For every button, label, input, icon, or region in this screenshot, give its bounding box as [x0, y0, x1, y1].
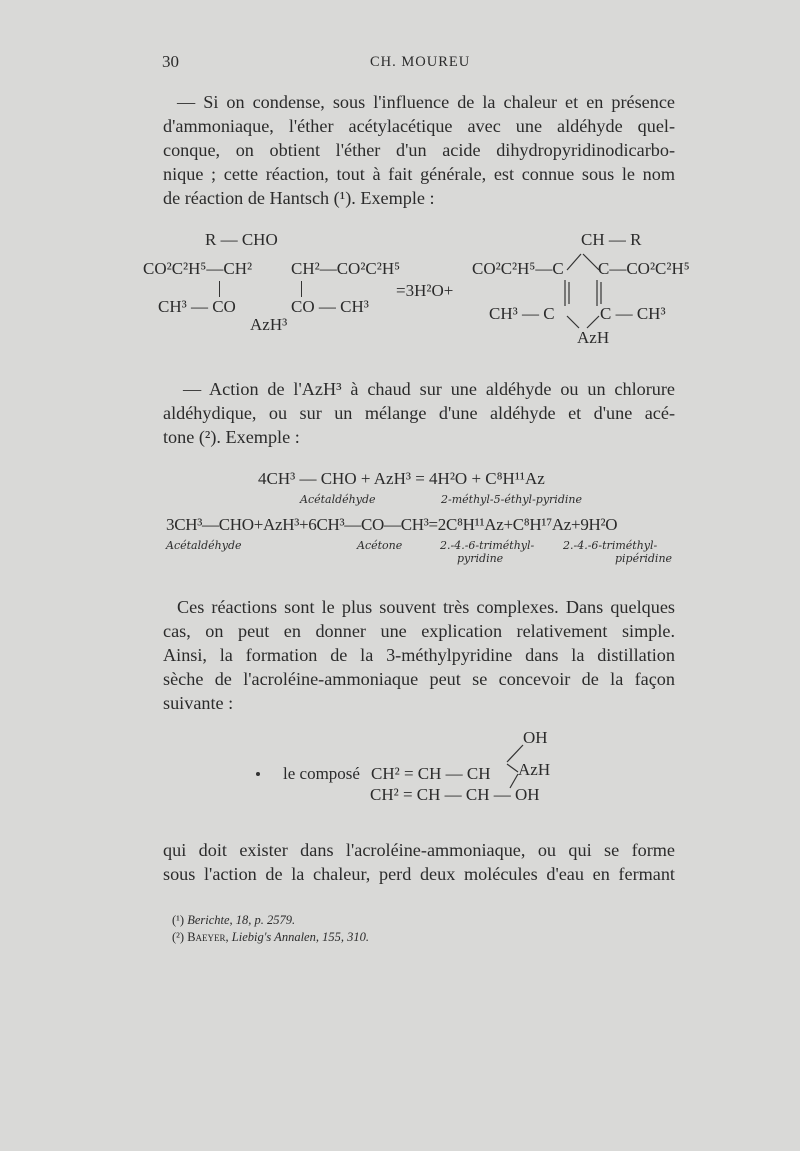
ring-right: C—CO²C²H⁵ [598, 259, 690, 278]
middle-reagent-top: CH²—CO²C²H⁵ [291, 259, 401, 278]
text-line: sèche de l'acroléine-ammoniaque peut se concevoir de la façon [163, 669, 675, 689]
ring-top: CH — R [581, 230, 642, 249]
text-line: tone (²). Exemple : [163, 427, 300, 447]
equals-water: =3H²O+ [396, 281, 454, 300]
text-line: qui doit exister dans l'acroléine-ammoniaque, ou qui se forme [163, 840, 675, 860]
caption-trimethylpiperidine-2: pipéridine [615, 552, 673, 565]
hydroxyl-top: OH [523, 728, 548, 747]
text-line: aldéhydique, ou sur un mélange d'une aldéhyde et d'une acé- [163, 403, 675, 423]
azh-group: AzH [518, 760, 551, 779]
caption-trimethylpiperidine-1: 2.-4.-6-triméthyl- [563, 539, 658, 552]
footnote-text: Liebig's Annalen, 155, 310. [231, 930, 369, 944]
caption-trimethylpyridine-1: 2.-4.-6-triméthyl- [440, 539, 535, 552]
caption-acetaldehyde: Acétaldéhyde [300, 493, 376, 506]
text-line: nique ; cette réaction, tout à fait générale, est connue sous le nom [163, 164, 675, 184]
page-number: 30 [162, 52, 179, 71]
structure-bonds [500, 738, 530, 790]
text-line: de réaction de Hantsch (¹). Exemple : [163, 188, 435, 208]
footnote-text: Berichte, 18, p. 2579. [187, 913, 296, 927]
footnote-1 [172, 913, 295, 928]
footnote-2 [172, 930, 369, 945]
ammonia: AzH³ [250, 315, 288, 334]
footnote-mark: (¹) [172, 913, 185, 927]
bond-line [219, 281, 220, 297]
compound-line-1: CH² = CH — CH [371, 764, 491, 783]
compound-prefix: le composé [283, 764, 360, 783]
pyridine-ring-bonds [545, 250, 615, 335]
footnote-mark: (²) [172, 930, 185, 944]
middle-reagent-bottom: CO — CH³ [291, 297, 369, 316]
left-reagent-bottom: CH³ — CO [158, 297, 236, 316]
r-cho: R — CHO [205, 230, 278, 249]
paragraph-complex-reactions [163, 595, 675, 715]
ring-left: CO²C²H⁵—C [472, 259, 564, 278]
text-line: suivante : [163, 693, 234, 713]
ring-bottom-right: C — CH³ [600, 304, 666, 323]
running-title: CH. MOUREU [370, 54, 471, 70]
caption-methylethylpyridine: 2-méthyl-5-éthyl-pyridine [441, 493, 582, 506]
text-line: Ces réactions sont le plus souvent très complexes. Dans quelques [177, 597, 675, 617]
text-line: cas, on peut en donner une explication relativement simple. [163, 621, 675, 641]
text-line: sous l'action de la chaleur, perd deux molécules d'eau en fermant [163, 864, 675, 884]
text-line: — Si on condense, sous l'influence de la chaleur et en présence [177, 92, 675, 112]
caption-trimethylpyridine-2: pyridine [457, 552, 504, 565]
text-line: — Action de l'AzH³ à chaud sur une aldéhyde ou un chlorure [183, 379, 675, 399]
left-reagent-top: CO²C²H⁵—CH² [143, 259, 253, 278]
caption-acetaldehyde-2: Acétaldéhyde [166, 539, 242, 552]
text-line: d'ammoniaque, l'éther acétylacétique avec une aldéhyde quel- [163, 116, 675, 136]
bullet-dot [256, 772, 260, 776]
text-line: conque, on obtient l'éther d'un acide dihydropyridinodicarbo- [163, 140, 675, 160]
compound-line-2: CH² = CH — CH — OH [370, 785, 540, 804]
bond-line [301, 281, 302, 297]
ring-bottom-left: CH³ — C [489, 304, 555, 323]
equation-1: 4CH³ — CHO + AzH³ = 4H²O + C⁸H¹¹Az [258, 469, 545, 488]
caption-acetone: Acétone [357, 539, 403, 552]
footnote-author: Baeyer, [187, 930, 229, 944]
paragraph-hantsch [163, 90, 675, 210]
text-line: Ainsi, la formation de la 3-méthylpyridine dans la distillation [163, 645, 675, 665]
ring-nitrogen: AzH [577, 328, 610, 347]
equation-2: 3CH³—CHO+AzH³+6CH³—CO—CH³=2C⁸H¹¹Az+C⁸H¹⁷Az+9H²O [166, 515, 618, 534]
paragraph-azh3 [163, 377, 675, 449]
paragraph-conclusion [163, 838, 675, 886]
